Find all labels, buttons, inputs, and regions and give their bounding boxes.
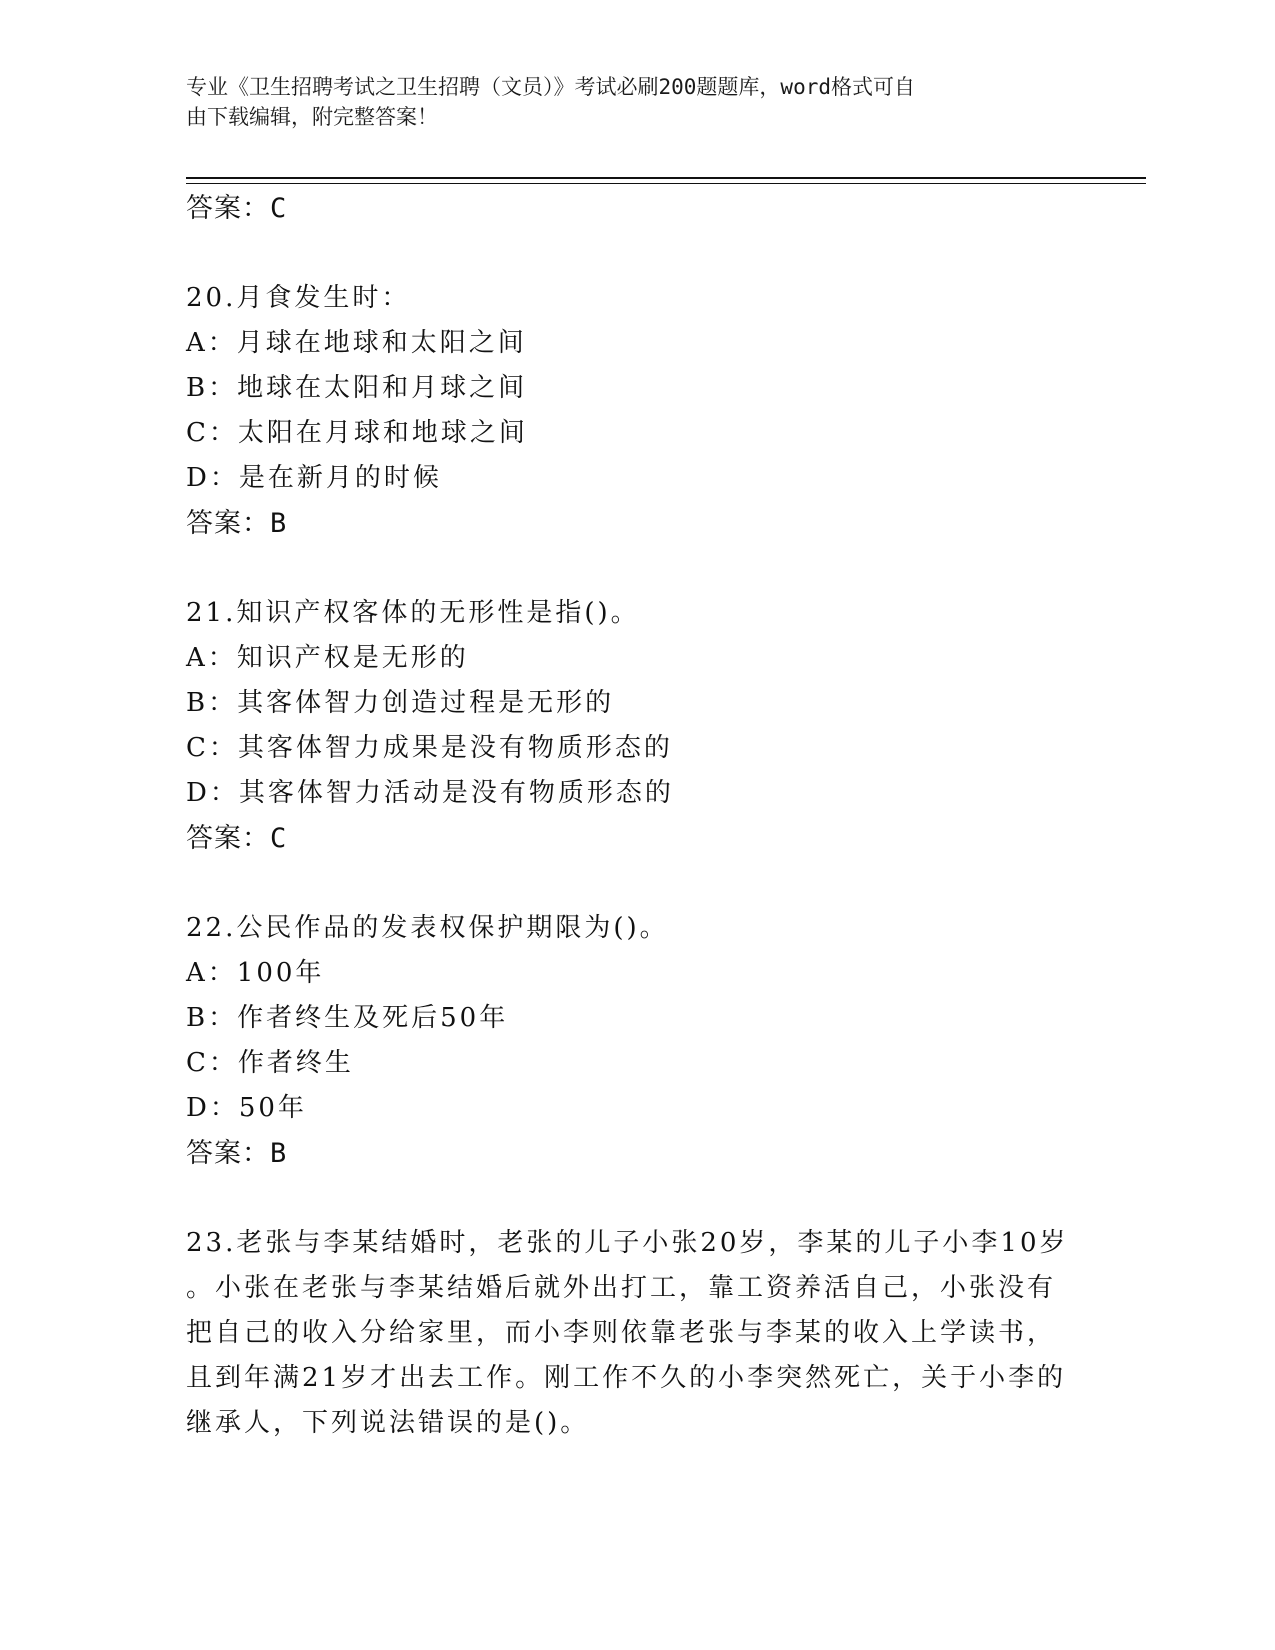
answer: 答案：C	[186, 823, 288, 854]
option-c: C：太阳在月球和地球之间	[186, 418, 528, 448]
option-b: B：作者终生及死后50年	[186, 1003, 509, 1033]
option-d: D：50年	[186, 1093, 307, 1123]
option-c: C：其客体智力成果是没有物质形态的	[186, 733, 673, 763]
question-22	[186, 906, 1066, 1176]
option-a: A：月球在地球和太阳之间	[186, 328, 527, 358]
header-rule-thick	[186, 177, 1146, 179]
option-d: D：其客体智力活动是没有物质形态的	[186, 778, 674, 808]
question-stem-line-4: 且到年满21岁才出去工作。刚工作不久的小李突然死亡，关于小李的	[186, 1363, 1067, 1393]
answer: 答案：B	[186, 1138, 288, 1169]
option-b: B：地球在太阳和月球之间	[186, 373, 528, 403]
answer: 答案：B	[186, 508, 288, 539]
question-stem: 22.公民作品的发表权保护期限为()。	[186, 913, 669, 943]
header-line-1: 专业《卫生招聘考试之卫生招聘（文员）》考试必刷200题题库，word格式可自	[186, 75, 915, 99]
option-c: C：作者终生	[186, 1048, 354, 1078]
question-stem-line-5: 继承人，下列说法错误的是()。	[186, 1408, 590, 1438]
option-a: A：100年	[186, 958, 325, 988]
header-rule-thin	[186, 183, 1146, 184]
document-header	[186, 72, 1066, 132]
question-23	[186, 1221, 1069, 1446]
question-stem: 21.知识产权客体的无形性是指()。	[186, 598, 640, 628]
option-a: A：知识产权是无形的	[186, 643, 469, 673]
question-stem-line-2: 。小张在老张与李某结婚后就外出打工，靠工资养活自己，小张没有	[186, 1273, 1057, 1303]
question-stem-line-1: 23.老张与李某结婚时，老张的儿子小张20岁，李某的儿子小李10岁	[186, 1228, 1069, 1258]
option-b: B：其客体智力创造过程是无形的	[186, 688, 615, 718]
question-21	[186, 591, 1066, 861]
question-stem: 20.月食发生时：	[186, 283, 411, 313]
document-body	[186, 186, 1069, 1446]
question-stem-line-3: 把自己的收入分给家里，而小李则依靠老张与李某的收入上学读书，	[186, 1318, 1057, 1348]
header-line-2: 由下载编辑，附完整答案！	[186, 105, 438, 129]
question-20	[186, 276, 1066, 546]
answer-19: 答案：C	[186, 193, 288, 224]
option-d: D：是在新月的时候	[186, 463, 442, 493]
